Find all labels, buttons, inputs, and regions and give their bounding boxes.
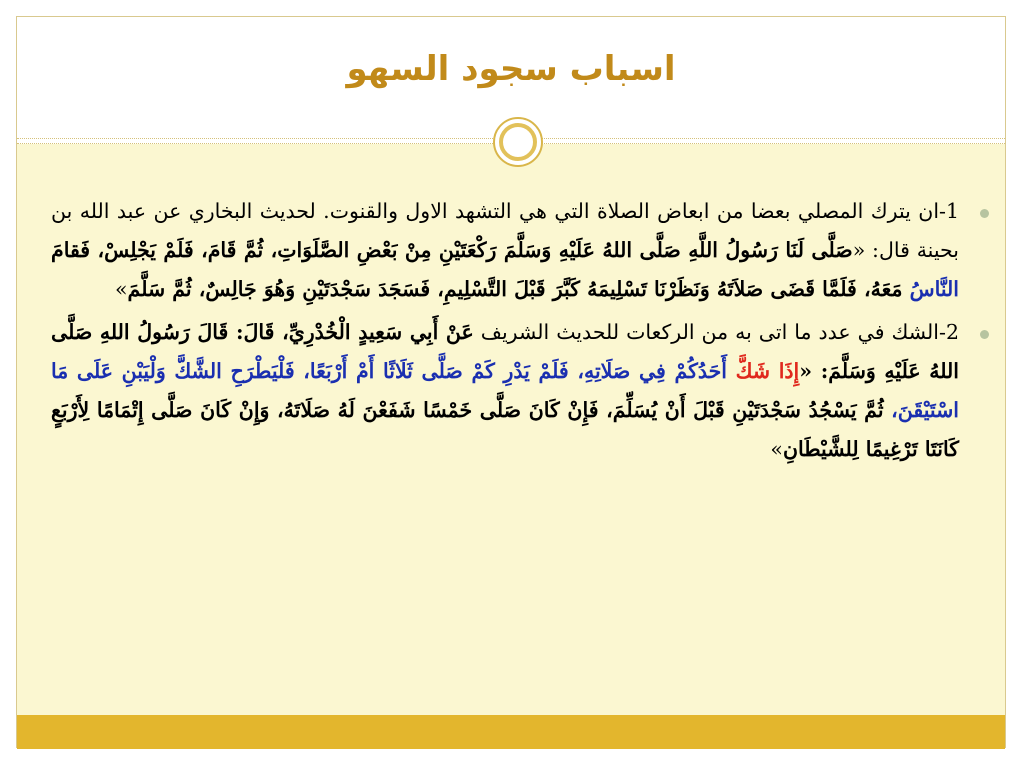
- list-item-2: [51, 313, 991, 469]
- item-2-hadith-blue: أَحَدُكُمْ فِي صَلَاتِهِ، فَلَمْ يَدْرِ كَمْ صَلَّى ثَلَاثًا أَمْ أَرْبَعًا، فَلْيَطْرَحِ الشَّكَّ وَلْيَبْنِ عَلَى مَا اسْتَيْقَنَ،: [51, 359, 959, 422]
- item-2-intro: 2-الشك في عدد ما اتى به من الركعات للحديث الشريف: [473, 320, 959, 344]
- item-1-hadith-highlight: النَّاسُ: [909, 277, 959, 301]
- bullet-list: [51, 192, 991, 473]
- list-item-1: [51, 192, 991, 309]
- content-area: [17, 144, 1005, 715]
- item-2-hadith-rest: ثُمَّ يَسْجُدُ سَجْدَتَيْنِ قَبْلَ أَنْ يُسَلِّمَ، فَإِنْ كَانَ صَلَّى خَمْسًا شَفَعْنَ لَهُ صَلَاتَهُ، وَإِنْ كَانَ صَلَّى إِتْمَامًا لِأَرْبَعٍ كَانَتَا تَرْغِيمًا لِلشَّيْطَانِ: [51, 398, 959, 461]
- bullet-icon: [980, 330, 989, 339]
- footer-bar: [17, 715, 1005, 749]
- ornament-circle-icon: [493, 117, 543, 167]
- item-1-hadith-part-b: مَعَهُ، فَلَمَّا قَضَى صَلاَتَهُ وَنَظَرْنَا تَسْلِيمَهُ كَبَّرَ قَبْلَ التَّسْلِيمِ، فَسَجَدَ سَجْدَتَيْنِ وَهُوَ جَالِسٌ، ثُمَّ سَلَّمَ: [127, 277, 910, 301]
- item-1-close-quote: »: [115, 277, 128, 301]
- item-2-hadith-red: إِذَا شَكَّ: [735, 359, 800, 383]
- item-2-narrator: عَنْ أَبِي سَعِيدٍ الْخُدْرِيِّ، قَالَ: قَالَ رَسُولُ اللهِ صَلَّى اللهُ عَلَيْهِ وَسَلَّمَ: «: [51, 320, 959, 383]
- item-2-close-quote: »: [770, 437, 783, 461]
- bullet-icon: [980, 209, 989, 218]
- item-1-hadith-part-a: صَلَّى لَنَا رَسُولُ اللَّهِ صَلَّى اللهُ عَلَيْهِ وَسَلَّمَ رَكْعَتَيْنِ مِنْ بَعْضِ الصَّلَوَاتِ، ثُمَّ قَامَ، فَلَمْ يَجْلِسْ، فَقامَ: [51, 238, 853, 262]
- slide-frame: [16, 16, 1006, 748]
- slide-title: اسباب سجود السهو: [346, 49, 676, 89]
- item-1-intro: 1-ان يترك المصلي بعضا من ابعاض الصلاة التي هي التشهد الاول والقنوت. لحديث البخاري عن عبد الله بن بحينة قال: «: [51, 199, 959, 262]
